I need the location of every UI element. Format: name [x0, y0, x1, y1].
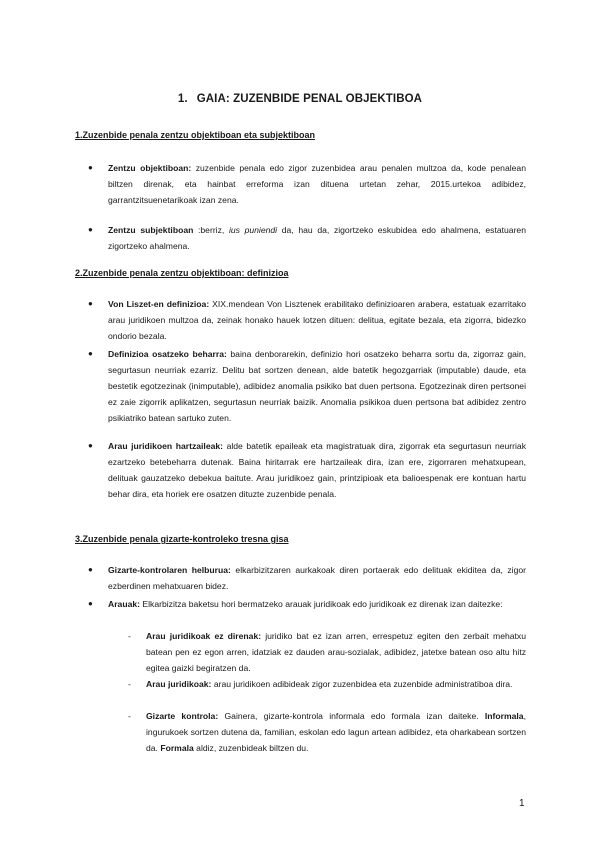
sub-item-term: Gizarte kontrola: [146, 711, 219, 721]
title-text: GAIA: ZUZENBIDE PENAL OBJEKTIBOA [196, 93, 423, 105]
item-term: Definizioa osatzeko beharra: [108, 349, 227, 359]
item-term: Arau juridikoen hartzaileak: [108, 441, 224, 451]
title-number: 1. [177, 93, 188, 105]
dash-icon: - [128, 631, 131, 641]
section-heading-3: 3.Zuzenbide penala gizarte-kontroleko tresna gisa [75, 534, 289, 544]
bullet-icon: ● [88, 349, 93, 358]
list-item [88, 160, 526, 208]
list-item [88, 222, 526, 254]
sub-item-term-formal: Formala [160, 743, 194, 753]
sub-item-term: Arau juridikoak: [146, 679, 212, 689]
list-item [88, 438, 526, 502]
sub-item-term-informal: Informala [484, 711, 524, 721]
item-text-before: :berriz, [193, 225, 229, 235]
item-term: Zentzu subjektiboan [108, 225, 194, 235]
dash-icon: - [128, 711, 131, 721]
list-item [88, 346, 526, 426]
list-item [88, 296, 526, 344]
page-title [0, 93, 600, 105]
list-item [88, 562, 526, 594]
sub-item-text: arau juridikoen adibideak zigor zuzenbidea eta zuzenbide administratiboa dira. [211, 679, 513, 689]
section-heading-1: 1.Zuzenbide penala zentzu objektiboan eta subjektiboan [75, 130, 316, 140]
sub-list-item [128, 676, 526, 692]
bullet-icon: ● [88, 163, 93, 172]
list-item [88, 596, 526, 612]
item-text: elkarbizitzaren aurkakoak diren portaerak edo delituak ekiditea da, zigor ezberdinen mehatxuaren bidez. [108, 565, 526, 591]
sub-item-text-informal: , ingurukoek sortzen dutena da, familian, eskolan edo lagun artean adibidez, eta oharkabean sortzen da. [146, 711, 526, 753]
bullet-icon: ● [88, 441, 93, 450]
item-term: Zentzu objektiboan: [108, 163, 192, 173]
dash-icon: - [128, 679, 131, 689]
bullet-icon: ● [88, 599, 93, 608]
bullet-icon: ● [88, 565, 93, 574]
item-text: zuzenbide penala edo zigor zuzenbidea arau penalen multzoa da, kode penalean biltzen direnak, eta hainbat erreforma izan dituena urtetan zehar, 2015.urtekoa adibidez, garrantzitsuenetarikoak izan zena. [108, 163, 526, 205]
sub-list-item [128, 708, 526, 756]
sub-item-text-formal: aldiz, zuzenbideak biltzen du. [193, 743, 309, 753]
item-term: Arauak: [108, 599, 140, 609]
item-text: da, hau da, zigortzeko eskubidea edo ahalmena, estatuaren zigortzeko ahalmena. [108, 225, 526, 251]
item-text: alde batetik epaileak eta magistratuak dira, zigorrak eta segurtasun neurriak ezartzeko betebeharra dutenak. Baina hiritarrak ere hartzaileak dira, izan ere, zigorraren mehatxupean, delituak gauzatzeko debekua baitute. Arau juridikoez gain, printzipioak eta balioespenak ere kontuan hartu behar dira, eta horiek ere osatzen dituzte zuzenbide penala. [108, 441, 526, 499]
item-text: Elkarbizitza baketsu hori bermatzeko arauak juridikoak edo juridikoak ez direnak izan daitezke: [140, 599, 503, 609]
sub-item-term: Arau juridikoak ez direnak: [146, 631, 262, 641]
item-italic: ius puniendi [228, 225, 278, 235]
section-heading-2: 2.Zuzenbide penala zentzu objektiboan: definizioa [75, 268, 289, 278]
item-term: Von Liszet-en definizioa: [108, 299, 210, 309]
item-term: Gizarte-kontrolaren helburua: [108, 565, 231, 575]
sub-item-text: juridiko bat ez izan arren, errespetuz egiten den zerbait mehatxu batean pen ez egon arren, idatziak ez dauden arau-sozialak, adibidez, jatetxe batean oso altu hitz egitea gaizki begiratzen da. [146, 631, 527, 673]
bullet-icon: ● [88, 225, 93, 234]
sub-list-item [128, 628, 526, 676]
page-number: 1 [519, 798, 525, 809]
item-text: baina denborarekin, definizio hori osatzeko beharra sortu da, zigorraz gain, segurtasun neurriak ezarriz. Delitu bat sortzen denean, alde batetik hegozgarriak (imputable) daude, eta bestetik egotzezinak (inimputable), adibidez anomalia psikiko bat duen pertsona. Egotzezinak diren pertsonei ez zaie zigorrik aplikatzen, segurtasun neurriak baizik. Anomalia psikikoa duen pertsona bat adibidez zentro psikiatriko batean sartuko zuten. [108, 349, 526, 423]
bullet-icon: ● [88, 299, 93, 308]
item-text: XIX.mendean Von Lisztenek erabilitako definizioaren arabera, estatuak ezarritako arau juridikoen multzoa da, zeinak honako hauek lotzen dituen: delitua, egitate bezala, eta zigorra, bidezko ondorio bezala. [108, 299, 526, 341]
sub-item-text: Gainera, gizarte-kontrola informala edo formala izan daiteke. [218, 711, 485, 721]
